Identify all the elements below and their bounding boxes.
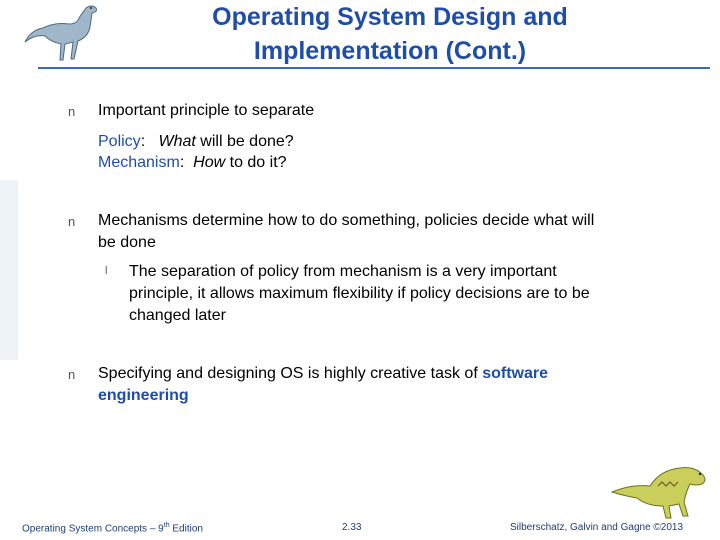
sub-bullet-line-2: principle, it allows maximum flexibility if policy decisions are to be xyxy=(129,285,590,302)
policy-rest: will be done? xyxy=(195,133,294,150)
policy-term: Policy xyxy=(98,133,141,150)
slide-title xyxy=(110,0,670,68)
sub-bullet-line-1: The separation of policy from mechanism is a very important xyxy=(129,263,557,280)
mechanism-how: How xyxy=(193,154,226,171)
title-rule xyxy=(38,67,710,69)
footer-book xyxy=(22,522,203,534)
dinosaur-logo-top xyxy=(24,2,108,66)
footer-book-pre: Operating System Concepts – 9 xyxy=(22,523,164,535)
bullet-mechanisms-line-2: be done xyxy=(98,234,156,251)
footer-page-number: 2.33 xyxy=(342,522,362,533)
bullet-mechanisms-line-1: Mechanisms determine how to do something, policies decide what will xyxy=(98,212,595,229)
software-term: software xyxy=(482,365,549,382)
policy-colon: : xyxy=(140,133,146,150)
bullet-software-text: Specifying and designing OS is highly creative task of xyxy=(98,365,483,382)
bullet-principle: Important principle to separate xyxy=(98,102,315,119)
mechanism-line xyxy=(98,152,287,174)
footer-book-sup: th xyxy=(163,522,170,529)
sub-bullet-line-3: changed later xyxy=(129,307,226,324)
mechanism-colon: : xyxy=(179,154,185,171)
left-band-segment xyxy=(0,180,18,360)
dinosaur-logo-bottom xyxy=(608,462,714,520)
policy-line xyxy=(98,131,294,153)
bullet-marker: n xyxy=(68,104,76,119)
policy-what: What xyxy=(158,133,196,150)
bullet-software-line-1 xyxy=(98,363,548,385)
engineering-term: engineering xyxy=(98,387,189,404)
bullet-marker: n xyxy=(68,367,76,382)
mechanism-term: Mechanism xyxy=(98,154,180,171)
sub-bullet-marker: l xyxy=(105,265,108,277)
title-line-1: Operating System Design and xyxy=(212,3,568,31)
title-line-2: Implementation (Cont.) xyxy=(253,37,527,65)
footer-copyright: Silberschatz, Galvin and Gagne ©2013 xyxy=(510,522,684,533)
mechanism-rest: to do it? xyxy=(225,154,287,171)
footer-book-post: Edition xyxy=(169,523,203,535)
bullet-marker: n xyxy=(68,214,76,229)
